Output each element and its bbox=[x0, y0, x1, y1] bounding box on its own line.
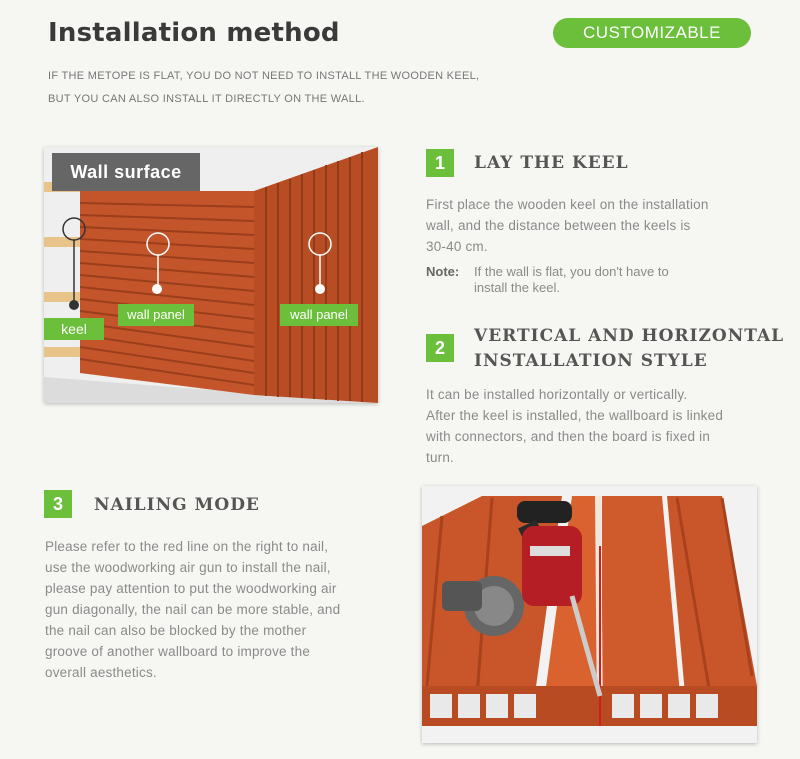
step-3-body-line-4: gun diagonally, the nail can be more stable, and bbox=[45, 602, 341, 617]
step-3-body-line-3: please pay attention to put the woodworking air bbox=[45, 581, 337, 596]
step-3-body-line-2: use the woodworking air gun to install the nail, bbox=[45, 560, 331, 575]
step-3-body-line-5: the nail can also be blocked by the mother bbox=[45, 623, 307, 638]
step-1-number: 1 bbox=[426, 149, 454, 177]
step-3-body-line-1: Please refer to the red line on the right to nail, bbox=[45, 539, 329, 554]
nailing-image bbox=[422, 486, 757, 743]
step-2-body-line-3: with connectors, and then the board is fixed in bbox=[426, 429, 711, 444]
customizable-badge: CUSTOMIZABLE bbox=[553, 18, 751, 48]
step-1-body-line-1: First place the wooden keel on the installation bbox=[426, 197, 709, 212]
step-2-body-line-2: After the keel is installed, the wallboard is linked bbox=[426, 408, 724, 423]
step-1-note-line-2: install the keel. bbox=[474, 280, 560, 295]
step-2-title-line-2: INSTALLATION STYLE bbox=[474, 351, 708, 371]
wall-panel-label-left: wall panel bbox=[118, 304, 194, 326]
step-1-title: LAY THE KEEL bbox=[474, 153, 629, 173]
wall-surface-label: Wall surface bbox=[52, 153, 200, 191]
step-2-body-line-1: It can be installed horizontally or vertically. bbox=[426, 387, 688, 402]
intro-line-2: BUT YOU CAN ALSO INSTALL IT DIRECTLY ON THE WALL. bbox=[48, 93, 365, 105]
step-1-note-key: Note: bbox=[426, 264, 460, 279]
step-1-note-line-1: If the wall is flat, you don't have to bbox=[474, 264, 669, 279]
page-title: Installation method bbox=[48, 18, 340, 48]
step-3-body-line-6: groove of another wallboard to improve the bbox=[45, 644, 311, 659]
step-3-title: NAILING MODE bbox=[94, 495, 260, 515]
nail-gun-illustration bbox=[422, 486, 757, 743]
keel-label: keel bbox=[44, 318, 104, 340]
step-1-body-line-2: wall, and the distance between the keels is bbox=[426, 218, 691, 233]
step-3-body-line-7: overall aesthetics. bbox=[45, 665, 157, 680]
step-2-body-line-4: turn. bbox=[426, 450, 455, 465]
wall-panel-label-right: wall panel bbox=[280, 304, 358, 326]
step-3-number: 3 bbox=[44, 490, 72, 518]
step-2-title-line-1: VERTICAL AND HORIZONTAL bbox=[474, 326, 785, 346]
intro-line-1: IF THE METOPE IS FLAT, YOU DO NOT NEED TO INSTALL THE WOODEN KEEL, bbox=[48, 70, 480, 82]
step-2-number: 2 bbox=[426, 334, 454, 362]
step-1-body-line-3: 30-40 cm. bbox=[426, 239, 488, 254]
